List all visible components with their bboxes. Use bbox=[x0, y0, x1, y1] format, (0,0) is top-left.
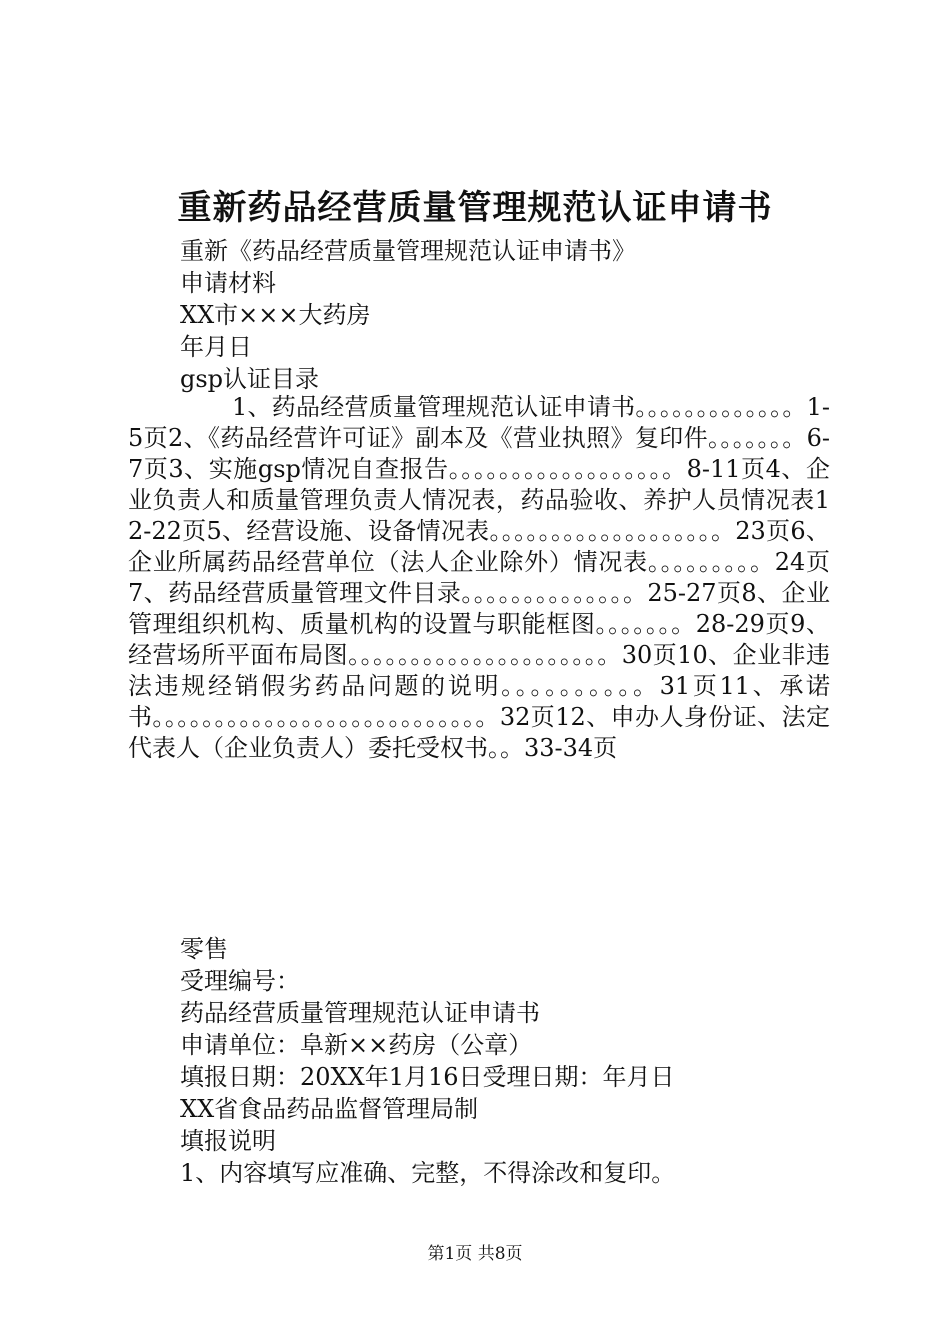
intro-line: 申请材料 bbox=[180, 269, 276, 297]
body-line: XX省食品药品监督管理局制 bbox=[180, 1095, 479, 1123]
document-title: 重新药品经营质量管理规范认证申请书 bbox=[177, 188, 773, 228]
intro-block bbox=[180, 235, 840, 395]
intro-line: 重新《药品经营质量管理规范认证申请书》 bbox=[180, 237, 636, 265]
body-line: 零售 bbox=[180, 935, 228, 963]
table-of-contents: 1、药品经营质量管理规范认证申请书。。。。。。。。。。。。。1-5页2、《药品经营许可证》副本及《营业执照》复印件。。。。。。。6-7页3、实施gsp情况自查报告。。。。。。。。。。。。。。。。。。8-11页4、企业负责人和质量管理负责人情况表，药品验收、养护人员情况表12-22页5、经营设施、设备情况表。。。。。。。。。。。。。。。。。。。23页6、企业所属药品经营单位（法人企业除外）情况表。。。。。。。。。24页7、药品经营质量管理文件目录。。。。。。。。。。。。。。25-27页8、企业管理组织机构、质量机构的设置与职能框图。。。。。。。28-29页9、经营场所平面布局图。。。。。。。。。。。。。。。。。。。。。30页10、企业非违法违规经销假劣药品问题的说明。。。。。。。。。。31页11、承诺书。。。。。。。。。。。。。。。。。。。。。。。。。。。32页12、申办人身份证、法定代表人（企业负责人）委托受权书。。33-34页 bbox=[128, 393, 830, 762]
body-line: 药品经营质量管理规范认证申请书 bbox=[180, 999, 540, 1027]
intro-line: gsp认证目录 bbox=[180, 365, 320, 393]
body-line: 1、内容填写应准确、完整，不得涂改和复印。 bbox=[180, 1159, 676, 1187]
page-footer: 第1页 共8页 bbox=[427, 1244, 523, 1264]
intro-line: 年月日 bbox=[180, 333, 252, 361]
intro-line: XX市×××大药房 bbox=[180, 301, 371, 329]
body-line: 受理编号： bbox=[180, 967, 300, 995]
body-line: 申请单位：阜新××药房（公章） bbox=[180, 1031, 533, 1059]
body-line: 填报说明 bbox=[180, 1127, 276, 1155]
body-block bbox=[180, 933, 840, 1189]
body-line: 填报日期：20XX年1月16日受理日期：年月日 bbox=[180, 1063, 675, 1091]
